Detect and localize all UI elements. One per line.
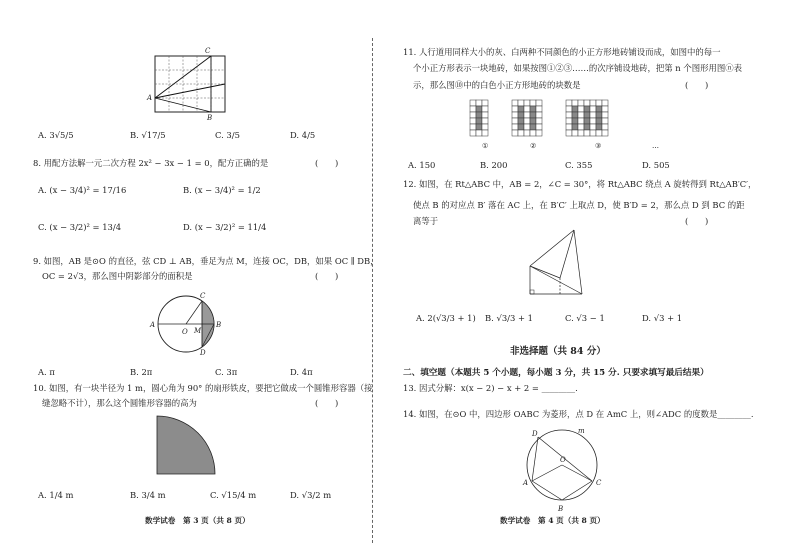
tile — [590, 118, 596, 124]
q10-line2: 缝忽略不计），那么这个圆锥形容器的高为 — [42, 398, 197, 408]
q8-paren: ( ) — [315, 158, 339, 168]
tile — [572, 112, 578, 118]
tile — [590, 100, 596, 106]
q12-option-b: B. √3/3 + 1 — [485, 313, 533, 323]
tile — [476, 106, 482, 112]
q9-label-m: M — [194, 327, 202, 335]
tile — [512, 124, 518, 130]
q11-line3: 示，那么图⑩中的白色小正方形地砖的块数是 — [413, 80, 581, 90]
tile — [476, 118, 482, 124]
q10-option-b: B. 3/4 m — [130, 490, 166, 500]
tile — [524, 130, 530, 136]
tile — [482, 118, 488, 124]
q13-text: 13. 因式分解：x(x − 2) − x + 2 = ________. — [403, 383, 578, 393]
q14-circle-figure — [520, 425, 610, 513]
tile — [512, 118, 518, 124]
q11-paren: ( ) — [685, 80, 709, 90]
tile — [572, 118, 578, 124]
q7-label-c: C — [205, 47, 211, 55]
tile — [590, 124, 596, 130]
tile — [590, 106, 596, 112]
tile — [536, 100, 542, 106]
q14-text: 14. 如图，在⊙O 中，四边形 OABC 为菱形，点 D 在 AmC 上，则∠ADC 的度数是________. — [403, 409, 754, 419]
left-page-footer: 数学试卷 第 3 页（共 8 页） — [145, 516, 250, 525]
tile — [518, 124, 524, 130]
q11-line2: 个小正方形表示一块地砖，如果按图①②③……的次序铺设地砖，把第 n 个图形用图ⓝ表 — [413, 63, 742, 73]
q12-line2: 使点 B 的对应点 B′ 落在 AC 上，在 B′C′ 上取点 D，使 B′D = 2，那么点 D 到 BC 的距 — [413, 200, 745, 210]
tile — [530, 118, 536, 124]
tile — [590, 130, 596, 136]
tile — [566, 112, 572, 118]
tile — [530, 124, 536, 130]
q9-option-d: D. 4π — [290, 367, 313, 377]
section-fill-in-heading: 二、填空题（本题共 5 个小题，每小题 3 分，共 15 分. 只要求填写最后结果） — [403, 368, 709, 378]
q10-option-c: C. √15/4 m — [210, 490, 257, 500]
tile — [602, 124, 608, 130]
tile — [596, 124, 602, 130]
q11-fig-label-3: ③ — [595, 142, 602, 150]
q9-label-o: O — [182, 328, 188, 336]
q9-label-c: C — [200, 292, 206, 300]
q12-option-c: C. √3 − 1 — [565, 313, 605, 323]
q10-sector-figure — [155, 414, 215, 476]
tile — [470, 100, 476, 106]
tile — [572, 124, 578, 130]
tile — [470, 130, 476, 136]
q11-line1: 11. 人行道用同样大小的灰、白两种不同颜色的小正方形地砖铺设而成，如图中的每一 — [403, 47, 721, 57]
q14-label-a: A — [523, 479, 529, 487]
q9-circle-figure — [150, 290, 230, 360]
q9-label-d: D — [200, 349, 206, 357]
q12-option-d: D. √3 + 1 — [642, 313, 683, 323]
tile — [482, 124, 488, 130]
tile — [596, 106, 602, 112]
tile — [470, 112, 476, 118]
tile — [536, 106, 542, 112]
tile — [572, 106, 578, 112]
q12-line1: 12. 如图，在 Rt△ABC 中，AB = 2，∠C = 30°，将 Rt△ABC 绕点 A 旋转得到 Rt△AB′C′， — [403, 179, 757, 189]
tile — [512, 112, 518, 118]
tile — [482, 112, 488, 118]
tile — [524, 112, 530, 118]
q12-triangle-figure — [522, 226, 592, 298]
tile — [536, 118, 542, 124]
tile — [566, 118, 572, 124]
q11-fig-label-1: ① — [482, 142, 489, 150]
section-title-non-choice: 非选择题（共 84 分） — [510, 346, 606, 357]
tile — [596, 100, 602, 106]
tile — [572, 130, 578, 136]
tile — [578, 112, 584, 118]
tile — [536, 112, 542, 118]
tile — [476, 100, 482, 106]
tile — [584, 112, 590, 118]
tile — [566, 100, 572, 106]
q10-option-d: D. √3/2 m — [290, 490, 332, 500]
tile — [584, 124, 590, 130]
q9-paren: ( ) — [315, 271, 339, 281]
tile — [602, 118, 608, 124]
q9-option-b: B. 2π — [130, 367, 153, 377]
q11-option-d: D. 505 — [642, 160, 670, 170]
q8-option-b: B. (x − 3/4)² = 1/2 — [183, 185, 261, 195]
tile — [578, 118, 584, 124]
q8-option-c: C. (x − 3/2)² = 13/4 — [38, 222, 122, 232]
tile — [602, 112, 608, 118]
page-divider — [372, 38, 373, 543]
q14-label-b: B — [558, 505, 564, 513]
q11-tile-patterns — [470, 98, 670, 150]
q9-option-c: C. 3π — [215, 367, 238, 377]
q7-label-a: A — [147, 94, 153, 102]
tile — [590, 112, 596, 118]
tile — [524, 118, 530, 124]
tile — [602, 130, 608, 136]
right-page-footer: 数学试卷 第 4 页（共 8 页） — [500, 516, 605, 525]
q12-option-a: A. 2(√3/3 + 1) — [416, 313, 476, 323]
tile — [530, 130, 536, 136]
tile — [566, 106, 572, 112]
tile — [476, 130, 482, 136]
q9-option-a: A. π — [38, 367, 55, 377]
q11-fig-label-2: ② — [530, 142, 537, 150]
tile — [512, 130, 518, 136]
tile — [536, 124, 542, 130]
q14-label-m: m — [578, 427, 585, 435]
q9-line1: 9. 如图，AB 是⊙O 的直径，弦 CD ⊥ AB，垂足为点 M，连接 OC，DB，如果 OC ∥ DB， — [33, 256, 379, 266]
tile — [470, 106, 476, 112]
q7-option-a: A. 3√5/5 — [38, 130, 74, 140]
q10-paren: ( ) — [315, 398, 339, 408]
q14-label-c: C — [596, 479, 602, 487]
q12-paren: ( ) — [685, 216, 709, 226]
q9-line2: OC = 2√3，那么图中阴影部分的面积是 — [42, 271, 193, 281]
q11-fig-label-dots: … — [652, 142, 659, 150]
tile — [566, 124, 572, 130]
q8-option-a: A. (x − 3/4)² = 17/16 — [38, 185, 127, 195]
q7-option-c: C. 3/5 — [215, 130, 240, 140]
tile — [530, 112, 536, 118]
tile — [596, 130, 602, 136]
tile — [566, 130, 572, 136]
tile — [518, 106, 524, 112]
q7-option-d: D. 4/5 — [290, 130, 316, 140]
tile — [602, 106, 608, 112]
tile — [578, 106, 584, 112]
q11-option-c: C. 355 — [565, 160, 593, 170]
tile — [482, 100, 488, 106]
tile — [572, 100, 578, 106]
tile — [482, 106, 488, 112]
tile — [584, 130, 590, 136]
q8-option-d: D. (x − 3/2)² = 11/4 — [183, 222, 267, 232]
q7-grid-figure — [147, 47, 230, 122]
tile — [602, 100, 608, 106]
tile — [524, 124, 530, 130]
q9-label-b: B — [216, 321, 222, 329]
q7-option-b: B. √17/5 — [130, 130, 166, 140]
tile — [518, 130, 524, 136]
q10-line1: 10. 如图，有一块半径为 1 m，圆心角为 90° 的扇形铁皮，要把它做成一个圆锥形容器（接 — [33, 383, 373, 393]
tile — [512, 100, 518, 106]
tile — [596, 118, 602, 124]
tile — [518, 100, 524, 106]
tile — [536, 130, 542, 136]
tile — [524, 106, 530, 112]
tile — [512, 106, 518, 112]
tile — [584, 118, 590, 124]
tile — [584, 100, 590, 106]
q14-label-o: O — [560, 456, 566, 464]
tile — [476, 124, 482, 130]
tile — [518, 112, 524, 118]
tile — [578, 130, 584, 136]
q10-option-a: A. 1/4 m — [38, 490, 74, 500]
tile — [470, 118, 476, 124]
q12-line3: 离等于 — [413, 216, 439, 226]
q7-label-b: B — [207, 114, 213, 122]
q14-label-d: D — [532, 430, 538, 438]
q11-option-b: B. 200 — [480, 160, 508, 170]
tile — [584, 106, 590, 112]
tile — [518, 118, 524, 124]
q9-label-a: A — [150, 321, 156, 329]
tile — [524, 100, 530, 106]
q11-option-a: A. 150 — [408, 160, 436, 170]
tile — [482, 130, 488, 136]
tile — [578, 100, 584, 106]
tile — [578, 124, 584, 130]
tile — [530, 100, 536, 106]
tile — [476, 112, 482, 118]
tile — [470, 124, 476, 130]
tile — [596, 112, 602, 118]
q8-text: 8. 用配方法解一元二次方程 2x² − 3x − 1 = 0，配方正确的是 — [33, 158, 269, 168]
tile — [530, 106, 536, 112]
